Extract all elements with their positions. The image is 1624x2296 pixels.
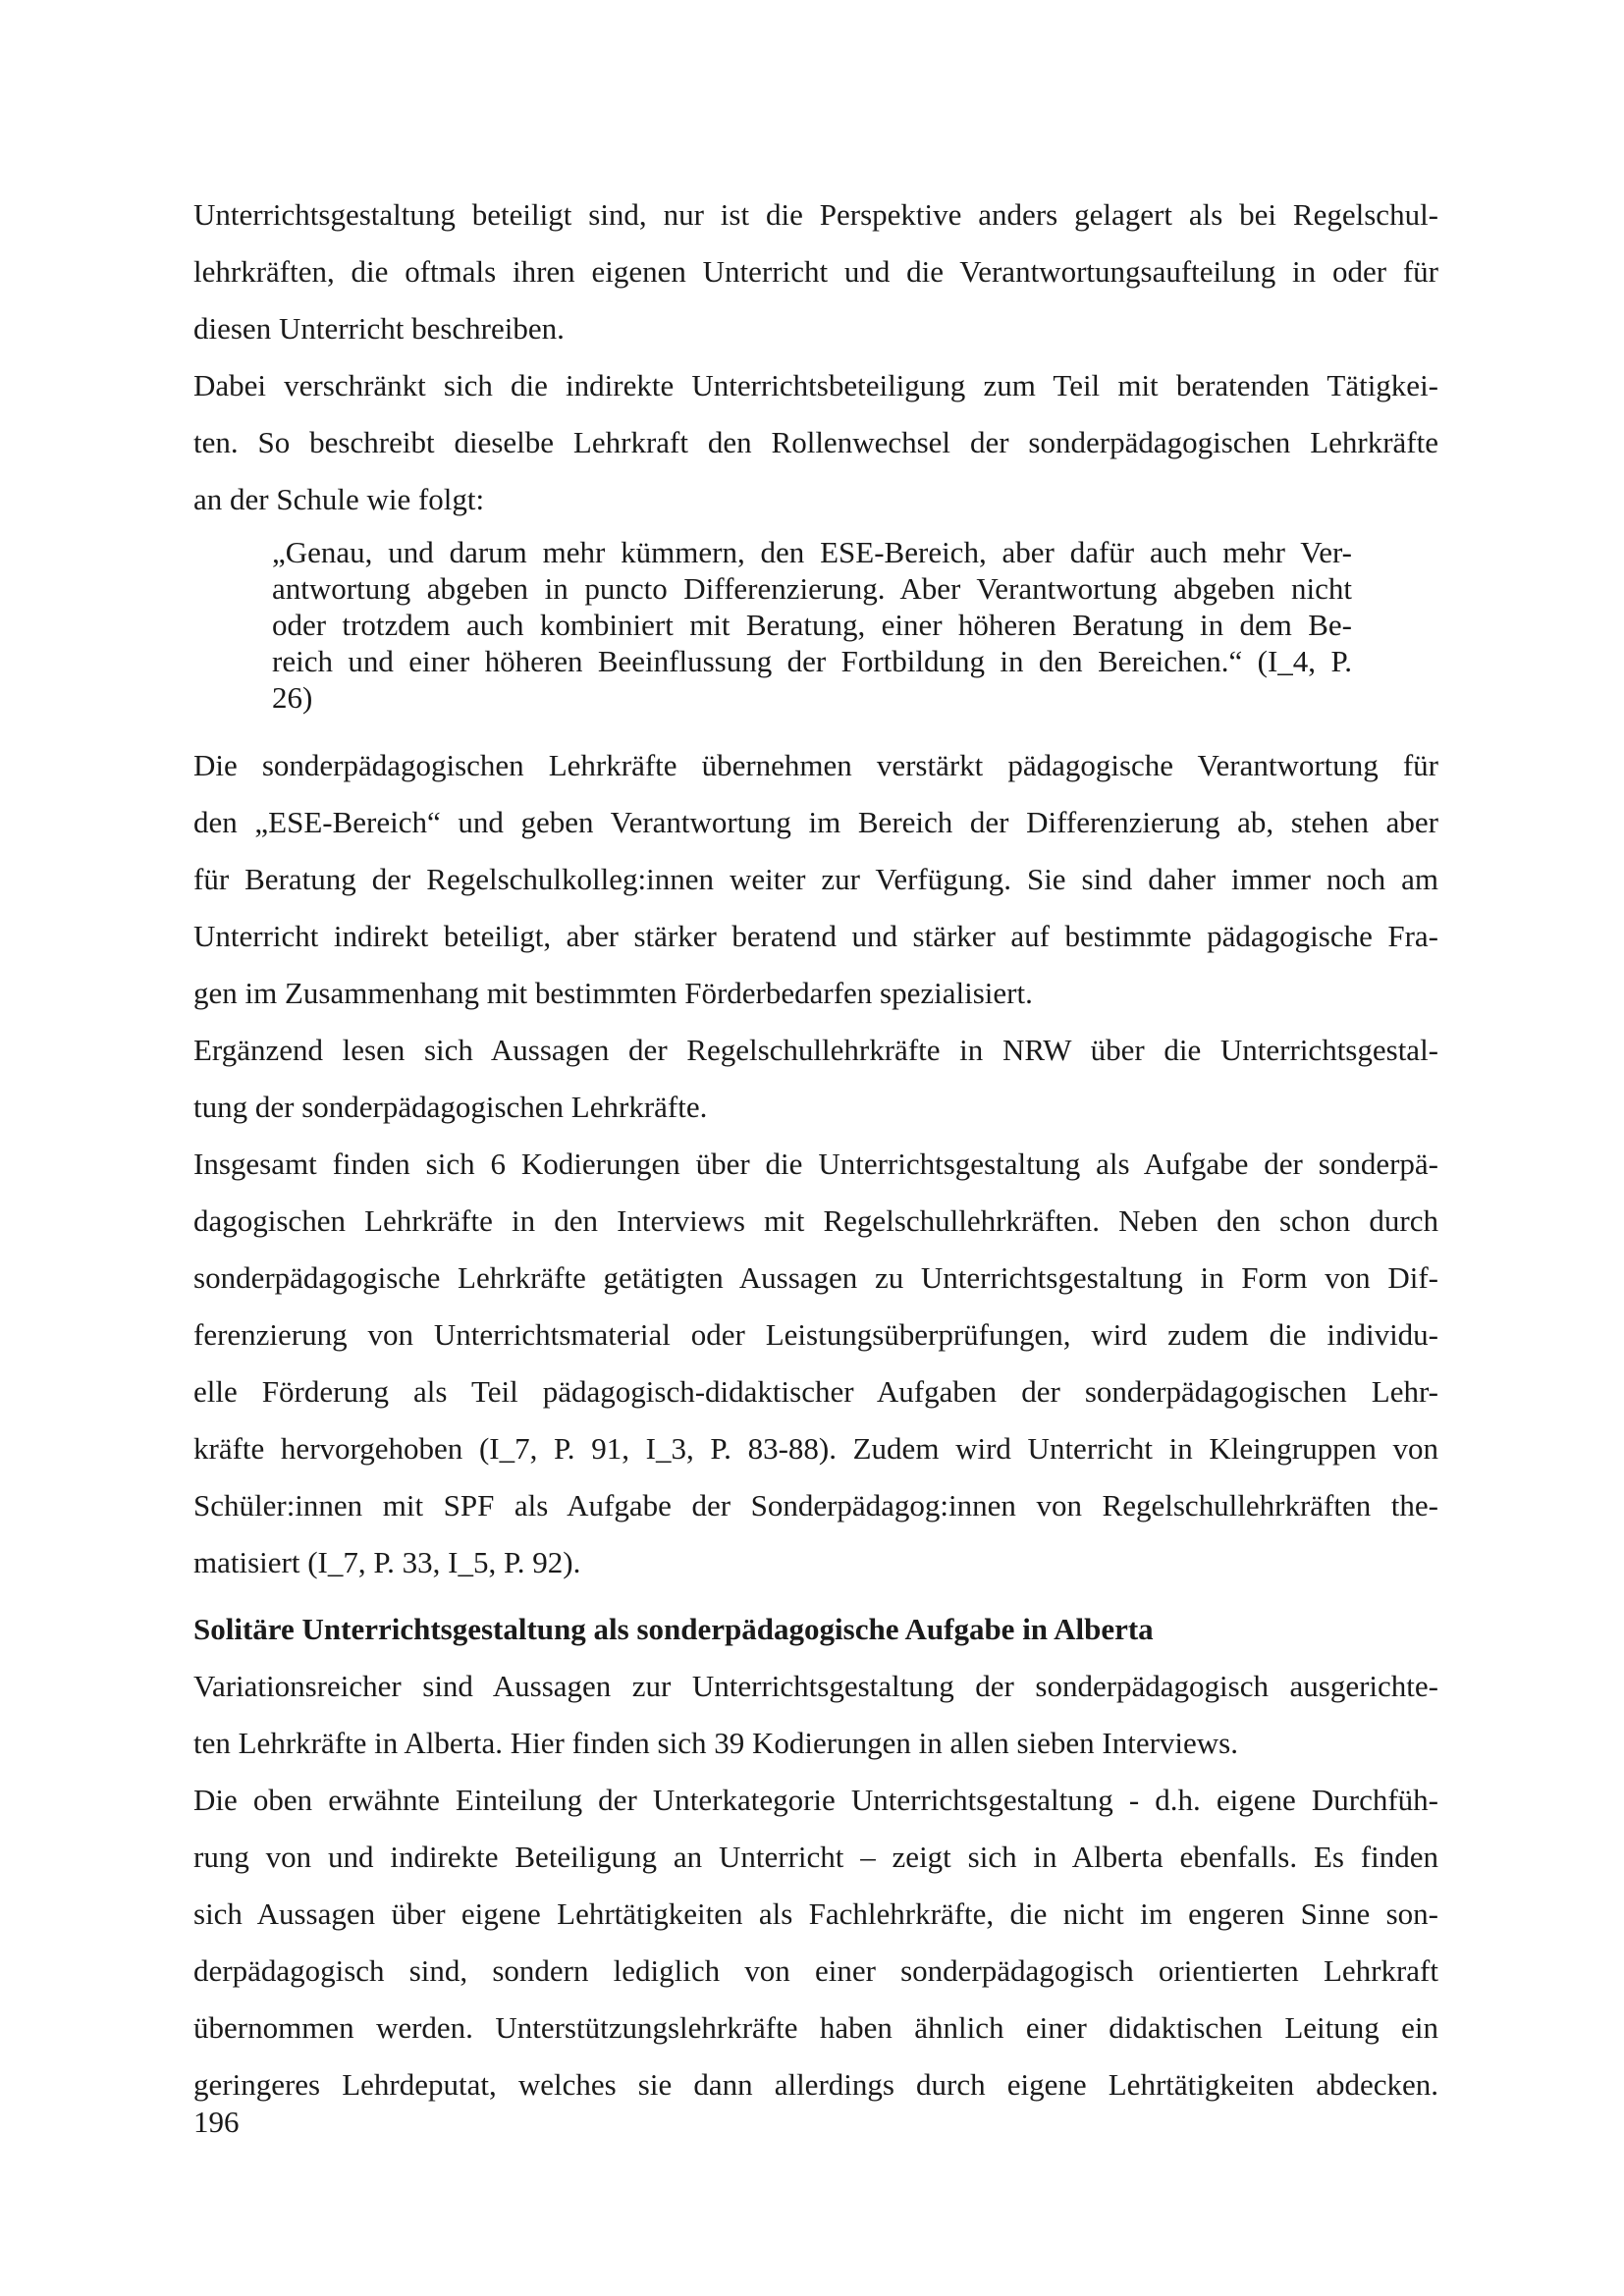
paragraph-7 — [193, 1772, 1438, 2113]
text-line: dagogischen Lehrkräfte in den Interviews mit Regelschullehrkräften. Neben den schon durch — [193, 1203, 1438, 1238]
paragraph-6 — [193, 1658, 1438, 1772]
text-line: gen im Zusammenhang mit bestimmten Förderbedarfen spezialisiert. — [193, 976, 1033, 1010]
text-line: kräfte hervorgehoben (I_7, P. 91, I_3, P. 83-88). Zudem wird Unterricht in Kleingruppen von — [193, 1431, 1438, 1466]
text-line: Insgesamt finden sich 6 Kodierungen über die Unterrichtsgestaltung als Aufgabe der sonderpä- — [193, 1147, 1438, 1181]
text-line: lehrkräften, die oftmals ihren eigenen Unterricht und die Verantwortungsaufteilung in oder für — [193, 254, 1438, 289]
text-line: diesen Unterricht beschreiben. — [193, 311, 565, 346]
text-line: den „ESE-Bereich“ und geben Verantwortung im Bereich der Differenzierung ab, stehen aber — [193, 805, 1438, 839]
text-line: ten. So beschreibt dieselbe Lehrkraft den Rollenwechsel der sonderpädagogischen Lehrkräfte — [193, 425, 1438, 459]
text-line: Variationsreicher sind Aussagen zur Unterrichtsgestaltung der sonderpädagogisch ausgerichte- — [193, 1669, 1438, 1703]
quote-line: antwortung abgeben in puncto Differenzierung. Aber Verantwortung abgeben nicht — [272, 571, 1352, 606]
text-line: derpädagogisch sind, sondern lediglich von einer sonderpädagogisch orientierten Lehrkraft — [193, 1953, 1438, 1988]
text-line: Schüler:innen mit SPF als Aufgabe der Sonderpädagog:innen von Regelschullehrkräften the- — [193, 1488, 1438, 1522]
text-line: tung der sonderpädagogischen Lehrkräfte. — [193, 1090, 708, 1124]
quote-line: oder trotzdem auch kombiniert mit Beratung, einer höheren Beratung in dem Be- — [272, 608, 1352, 642]
text-line: Die sonderpädagogischen Lehrkräfte übernehmen verstärkt pädagogische Verantwortung für — [193, 748, 1438, 782]
text-line: geringeres Lehrdeputat, welches sie dann allerdings durch eigene Lehrtätigkeiten abdecken. — [193, 2067, 1438, 2102]
block-quote — [272, 534, 1352, 716]
paragraph-3 — [193, 737, 1438, 1022]
paragraph-5 — [193, 1136, 1438, 1591]
text-line: für Beratung der Regelschulkolleg:innen weiter zur Verfügung. Sie sind daher immer noch am — [193, 862, 1438, 896]
text-line: Die oben erwähnte Einteilung der Unterkategorie Unterrichtsgestaltung - d.h. eigene Durchfüh- — [193, 1783, 1438, 1817]
text-line: ten Lehrkräfte in Alberta. Hier finden sich 39 Kodierungen in allen sieben Interviews. — [193, 1726, 1238, 1760]
text-line: Unterricht indirekt beteiligt, aber stärker beratend und stärker auf bestimmte pädagogische Fra- — [193, 919, 1438, 953]
text-line: ferenzierung von Unterrichtsmaterial oder Leistungsüberprüfungen, wird zudem die individu- — [193, 1317, 1438, 1352]
page-number: 196 — [193, 2105, 240, 2139]
paragraph-1 — [193, 187, 1438, 357]
text-line: sonderpädagogische Lehrkräfte getätigten Aussagen zu Unterrichtsgestaltung in Form von Dif- — [193, 1260, 1438, 1295]
text-line: rung von und indirekte Beteiligung an Unterricht – zeigt sich in Alberta ebenfalls. Es finden — [193, 1840, 1438, 1874]
text-line: Ergänzend lesen sich Aussagen der Regelschullehrkräfte in NRW über die Unterrichtsgestal- — [193, 1033, 1438, 1067]
text-line: elle Förderung als Teil pädagogisch-didaktischer Aufgaben der sonderpädagogischen Lehr- — [193, 1374, 1438, 1409]
page-body — [193, 187, 1438, 2113]
text-line: sich Aussagen über eigene Lehrtätigkeiten als Fachlehrkräfte, die nicht im engeren Sinne son- — [193, 1896, 1438, 1931]
paragraph-4 — [193, 1022, 1438, 1136]
text-line: Unterrichtsgestaltung beteiligt sind, nur ist die Perspektive anders gelagert als bei Regelschul- — [193, 197, 1438, 232]
section-heading: Solitäre Unterrichtsgestaltung als sonderpädagogische Aufgabe in Alberta — [193, 1612, 1154, 1646]
quote-line: reich und einer höheren Beeinflussung der Fortbildung in den Bereichen.“ (I_4, P. — [272, 644, 1352, 678]
paragraph-2 — [193, 357, 1438, 528]
text-line: Dabei verschränkt sich die indirekte Unterrichtsbeteiligung zum Teil mit beratenden Tätigkei- — [193, 368, 1438, 402]
quote-line: „Genau, und darum mehr kümmern, den ESE-Bereich, aber dafür auch mehr Ver- — [272, 535, 1352, 569]
text-line: an der Schule wie folgt: — [193, 482, 485, 516]
text-line: matisiert (I_7, P. 33, I_5, P. 92). — [193, 1545, 581, 1579]
quote-line: 26) — [272, 680, 313, 715]
text-line: übernommen werden. Unterstützungslehrkräfte haben ähnlich einer didaktischen Leitung ein — [193, 2010, 1438, 2045]
